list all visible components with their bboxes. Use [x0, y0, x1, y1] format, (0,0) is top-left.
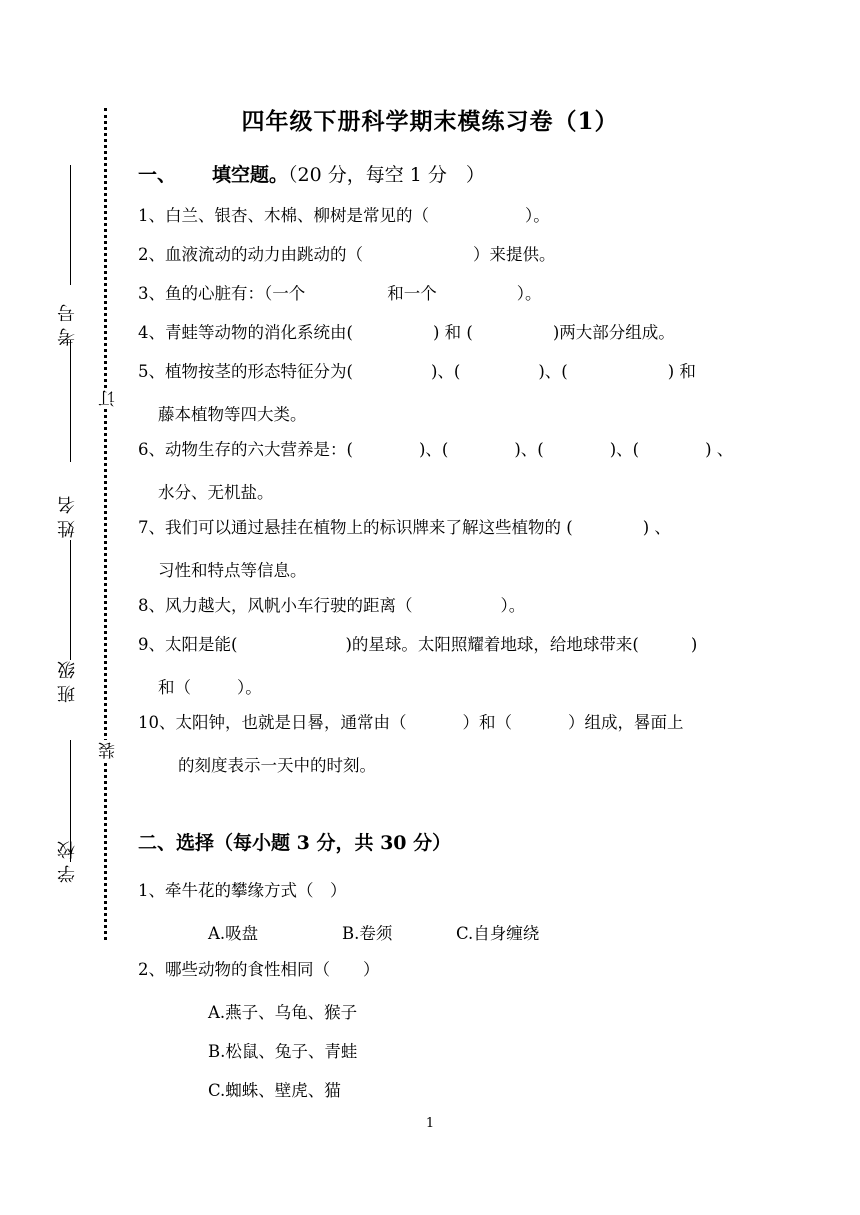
section1-score: （20 分，每空 1 分 ） — [288, 164, 485, 186]
question-9-cont: 和（ ）。 — [158, 678, 262, 697]
binding-mark-ding: 订 — [96, 388, 121, 409]
binding-mark-zhuang: 装 — [96, 740, 121, 761]
question-2: 2、血液流动的动力由跳动的（ ）来提供。 — [138, 245, 556, 264]
field-label-name: 姓名 — [57, 490, 78, 538]
choice-1-option-a: A.吸盘 — [208, 924, 259, 943]
page-title: 四年级下册科学期末模练习卷（1） — [241, 108, 619, 135]
question-1: 1、白兰、银杏、木棉、柳树是常见的（ ）。 — [138, 206, 550, 225]
section1-heading — [138, 160, 485, 187]
question-5: 5、植物按茎的形态特征分为( )、( )、( ) 和 — [138, 362, 696, 381]
binding-dotted-line — [104, 108, 107, 940]
field-label-school: 学校 — [57, 835, 78, 883]
choice-question-2: 2、哪些动物的食性相同（ ） — [138, 960, 380, 979]
field-label-class: 班级 — [57, 655, 78, 703]
question-7-cont: 习性和特点等信息。 — [158, 561, 307, 580]
question-7: 7、我们可以通过悬挂在植物上的标识牌来了解这些植物的 ( ) 、 — [138, 518, 671, 537]
choice-question-1: 1、牵牛花的攀缘方式（ ） — [138, 881, 347, 900]
question-10: 10、太阳钟，也就是日晷，通常由（ ）和（ ）组成，晷面上 — [138, 713, 684, 732]
field-line-exam-no-top — [70, 165, 71, 285]
field-line-name — [70, 540, 71, 660]
choice-1-option-b: B.卷须 — [342, 924, 393, 943]
section1-title: 填空题。 — [212, 164, 289, 186]
question-6: 6、动物生存的六大营养是：( )、( )、( )、( ) 、 — [138, 440, 734, 459]
question-5-cont: 藤本植物等四大类。 — [158, 405, 307, 424]
page-number: 1 — [425, 1116, 435, 1131]
field-line-exam-no-bottom — [70, 340, 71, 462]
choice-2-option-b: B.松鼠、兔子、青蛙 — [208, 1042, 358, 1061]
choice-2-option-c: C.蜘蛛、壁虎、猫 — [208, 1081, 341, 1100]
section1-number: 一、 — [138, 164, 177, 186]
question-3: 3、鱼的心脏有：（一个 和一个 ）。 — [138, 284, 542, 303]
question-9: 9、太阳是能( )的星球。太阳照耀着地球，给地球带来( ) — [138, 635, 698, 654]
question-10-cont: 的刻度表示一天中的时刻。 — [178, 756, 376, 775]
question-8: 8、风力越大，风帆小车行驶的距离（ ）。 — [138, 596, 526, 615]
field-label-exam-no: 考号 — [57, 298, 78, 346]
choice-2-option-a: A.燕子、乌龟、猴子 — [208, 1003, 358, 1022]
section2-heading: 二、选择（每小题 3 分，共 30 分） — [138, 832, 452, 854]
question-4: 4、青蛙等动物的消化系统由( ) 和 ( )两大部分组成。 — [138, 323, 675, 342]
choice-1-option-c: C.自身缠绕 — [456, 924, 540, 943]
question-6-cont: 水分、无机盐。 — [158, 483, 274, 502]
